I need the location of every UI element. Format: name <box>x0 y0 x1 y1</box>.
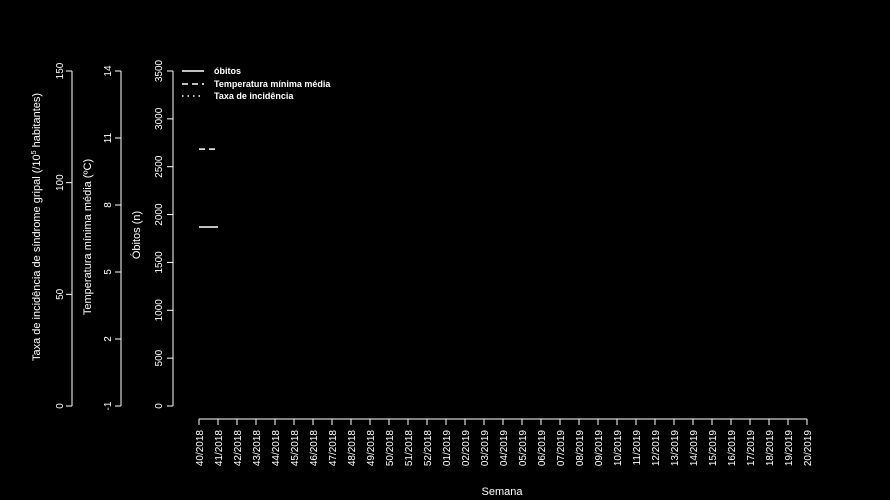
week-tick-label: 51/2018 <box>404 430 415 467</box>
week-tick-label: 13/2019 <box>670 430 681 467</box>
legend-label-incidence: Taxa de incidência <box>214 91 294 101</box>
week-tick-label: 42/2018 <box>233 430 244 467</box>
week-tick-label: 14/2019 <box>689 430 700 467</box>
week-tick-label: 05/2019 <box>518 430 529 467</box>
deaths-tick-label: 2000 <box>154 203 165 226</box>
temperature-tick-label: 2 <box>103 336 114 342</box>
week-tick-label: 04/2019 <box>499 430 510 467</box>
incidence-axis-title: Taxa de incidência de síndrome gripal ($/10^5$ habitantes) <box>31 92 43 362</box>
week-axis <box>195 419 814 466</box>
incidence-tick-label: 50 <box>55 288 66 300</box>
week-tick-label: 46/2018 <box>309 430 320 467</box>
incidence-axis <box>55 62 72 409</box>
week-tick-label: 10/2019 <box>613 430 624 467</box>
temperature-tick-label: 5 <box>103 269 114 275</box>
week-tick-label: 12/2019 <box>651 430 662 467</box>
series-layer <box>199 149 218 227</box>
temperature-axis <box>103 65 121 410</box>
deaths-tick-label: 1500 <box>154 251 165 274</box>
week-tick-label: 48/2018 <box>347 430 358 467</box>
deaths-tick-label: 500 <box>154 349 165 367</box>
deaths-tick-label: 1000 <box>154 299 165 322</box>
week-tick-label: 52/2018 <box>423 430 434 467</box>
week-axis-title: Semana <box>481 486 523 498</box>
week-tick-label: 16/2019 <box>727 430 738 467</box>
week-tick-label: 43/2018 <box>252 430 263 467</box>
legend <box>182 66 331 101</box>
temperature-tick-label: 8 <box>103 202 114 208</box>
week-tick-label: 15/2019 <box>708 430 719 467</box>
deaths-tick-label: 3000 <box>154 107 165 130</box>
week-tick-label: 41/2018 <box>214 430 225 467</box>
incidence-tick-label: 0 <box>55 403 66 409</box>
deaths-tick-label: 0 <box>154 403 165 409</box>
week-tick-label: 45/2018 <box>290 430 301 467</box>
week-tick-label: 40/2018 <box>195 430 206 467</box>
week-tick-label: 44/2018 <box>271 430 282 467</box>
week-tick-label: 50/2018 <box>385 430 396 467</box>
week-tick-label: 02/2019 <box>461 430 472 467</box>
temperature-axis-title: Temperatura mínima média (ºC) <box>82 158 94 316</box>
temperature-tick-label: 14 <box>103 65 114 77</box>
week-tick-label: 20/2019 <box>803 430 814 467</box>
week-tick-label: 11/2019 <box>632 430 643 466</box>
deaths-tick-label: 3500 <box>154 59 165 83</box>
incidence-tick-label: 150 <box>55 62 66 80</box>
incidence-tick-label: 100 <box>55 174 66 192</box>
week-tick-label: 47/2018 <box>328 430 339 467</box>
legend-label-deaths: óbitos <box>214 66 241 76</box>
week-tick-label: 09/2019 <box>594 430 605 467</box>
week-tick-label: 19/2019 <box>784 430 795 467</box>
week-tick-label: 07/2019 <box>556 430 567 467</box>
week-tick-label: 18/2019 <box>765 430 776 467</box>
week-tick-label: 06/2019 <box>537 430 548 467</box>
week-tick-label: 17/2019 <box>746 430 757 467</box>
week-tick-label: 08/2019 <box>575 430 586 467</box>
legend-label-temperature: Temperatura mínima média <box>214 79 331 89</box>
week-tick-label: 01/2019 <box>442 430 453 467</box>
deaths-tick-label: 2500 <box>154 155 165 178</box>
week-tick-label: 03/2019 <box>480 430 491 467</box>
temperature-tick-label: -1 <box>103 401 114 411</box>
deaths-axis-title: Óbitos (n) <box>131 210 143 260</box>
week-tick-label: 49/2018 <box>366 430 377 467</box>
deaths-axis <box>154 59 173 408</box>
temperature-tick-label: 11 <box>103 132 114 144</box>
